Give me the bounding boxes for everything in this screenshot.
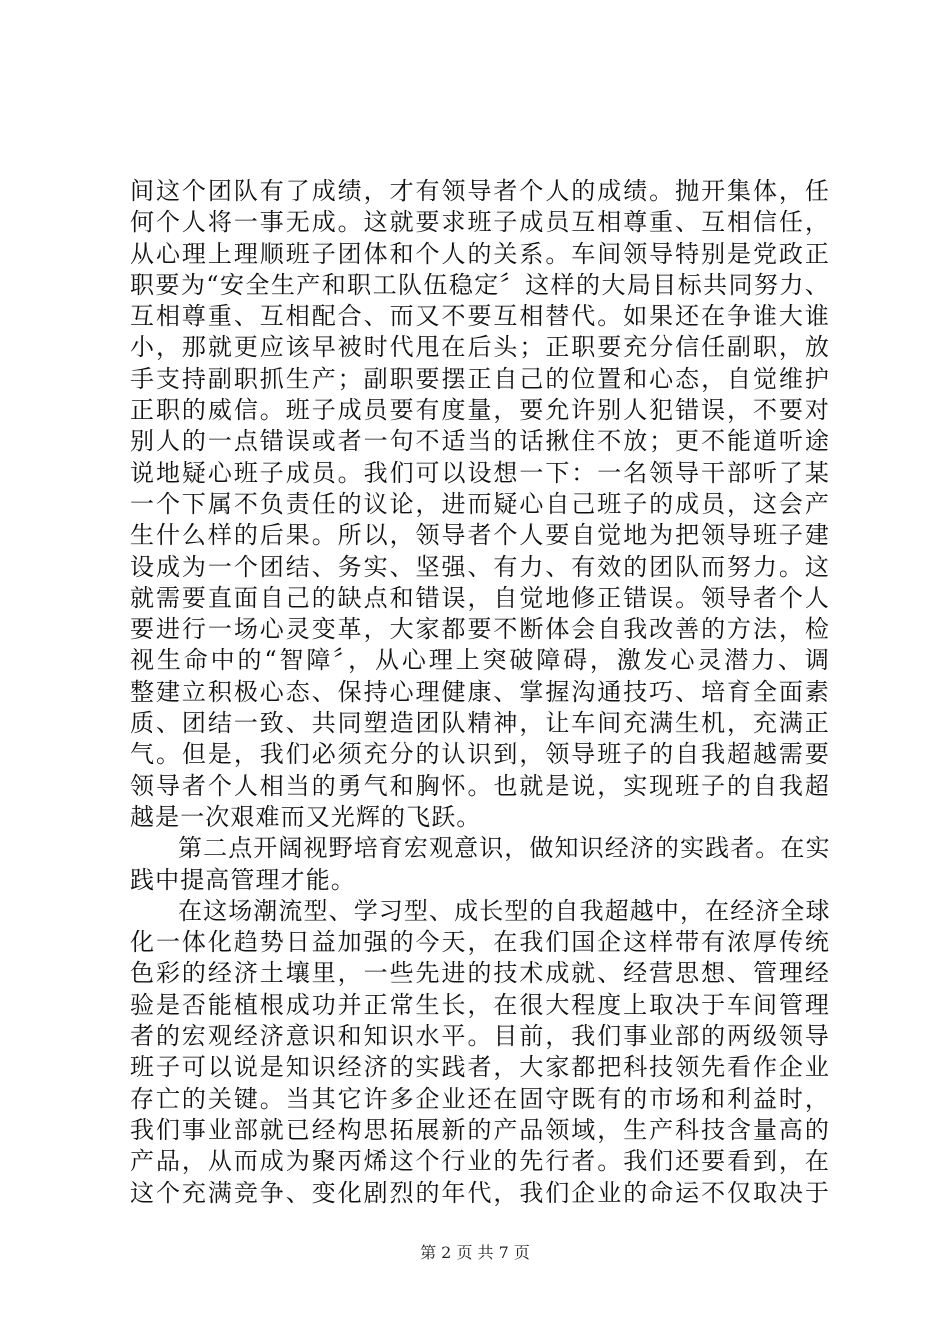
- text-line: 色彩的经济土壤里，一些先进的技术成就、经营思想、管理经: [130, 959, 830, 988]
- text-line: 互相尊重、互相配合、而又不要互相替代。如果还在争谁大谁: [130, 302, 830, 331]
- text-line: 设成为一个团结、务实、坚强、有力、有效的团队而努力。这: [130, 552, 830, 581]
- text-line: 越是一次艰难而又光辉的飞跃。: [130, 802, 482, 831]
- text-line: 说地疑心班子成员。我们可以设想一下：一名领导干部听了某: [130, 458, 830, 487]
- page-footer: [0, 1243, 950, 1263]
- section-heading-line: 第二点开阔视野培育宏观意识，做知识经济的实践者。在实: [178, 834, 831, 863]
- text-line: 从心理上理顺班子团体和个人的关系。车间领导特别是党政正: [130, 239, 830, 268]
- text-line: 间这个团队有了成绩，才有领导者个人的成绩。抛开集体，任: [130, 177, 830, 205]
- text-line: 要进行一场心灵变革，大家都要不断体会自我改善的方法，检: [130, 615, 830, 644]
- text-line: 质、团结一致、共同塑造团队精神，让车间充满生机，充满正: [130, 709, 830, 738]
- text-line: 视生命中的“智障〞，从心理上突破障碍，激发心灵潜力、调: [130, 646, 830, 675]
- page-number-label: 第 2 页 共 7 页: [420, 1243, 530, 1262]
- text-line: 何个人将一事无成。这就要求班子成员互相尊重、互相信任，: [130, 208, 830, 237]
- text-line: 产品，从而成为聚丙烯这个行业的先行者。我们还要看到，在: [130, 1147, 830, 1176]
- text-line: 者的宏观经济意识和知识水平。目前，我们事业部的两级领导: [130, 1022, 830, 1051]
- text-line: 验是否能植根成功并正常生长，在很大程度上取决于车间管理: [130, 990, 830, 1019]
- text-line: 生什么样的后果。所以，领导者个人要自觉地为把领导班子建: [130, 521, 830, 550]
- section-heading-line: 践中提高管理才能。: [130, 865, 356, 894]
- text-line: 气。但是，我们必须充分的认识到，领导班子的自我超越需要: [130, 740, 830, 769]
- text-line: 别人的一点错误或者一句不适当的话揪住不放；更不能道听途: [130, 427, 830, 456]
- text-line: 就需要直面自己的缺点和错误，自觉地修正错误。领导者个人: [130, 583, 830, 612]
- text-line: 我们事业部就已经构思拓展新的产品领域，生产科技含量高的: [130, 1115, 830, 1144]
- text-line: 正职的威信。班子成员要有度量，要允许别人犯错误，不要对: [130, 396, 830, 425]
- text-line: 这个充满竞争、变化剧烈的年代，我们企业的命运不仅取决于: [130, 1178, 830, 1207]
- text-line: 整建立积极心态、保持心理健康、掌握沟通技巧、培育全面素: [130, 677, 830, 706]
- text-line: 职要为“安全生产和职工队伍稳定〞这样的大局目标共同努力、: [130, 270, 830, 299]
- text-line: 小，那就更应该早被时代甩在后头；正职要充分信任副职，放: [130, 333, 830, 362]
- text-line: 一个下属不负责任的议论，进而疑心自己班子的成员，这会产: [130, 489, 830, 518]
- text-line: 存亡的关键。当其它许多企业还在固守既有的市场和利益时，: [130, 1084, 830, 1113]
- text-line: 手支持副职抓生产；副职要摆正自己的位置和心态，自觉维护: [130, 364, 830, 393]
- text-line: 化一体化趋势日益加强的今天，在我们国企这样带有浓厚传统: [130, 928, 830, 957]
- text-line: 班子可以说是知识经济的实践者，大家都把科技领先看作企业: [130, 1053, 830, 1082]
- text-line: 领导者个人相当的勇气和胸怀。也就是说，实现班子的自我超: [130, 771, 830, 800]
- body-text: [130, 176, 830, 1209]
- text-line: 在这场潮流型、学习型、成长型的自我超越中，在经济全球: [178, 896, 831, 925]
